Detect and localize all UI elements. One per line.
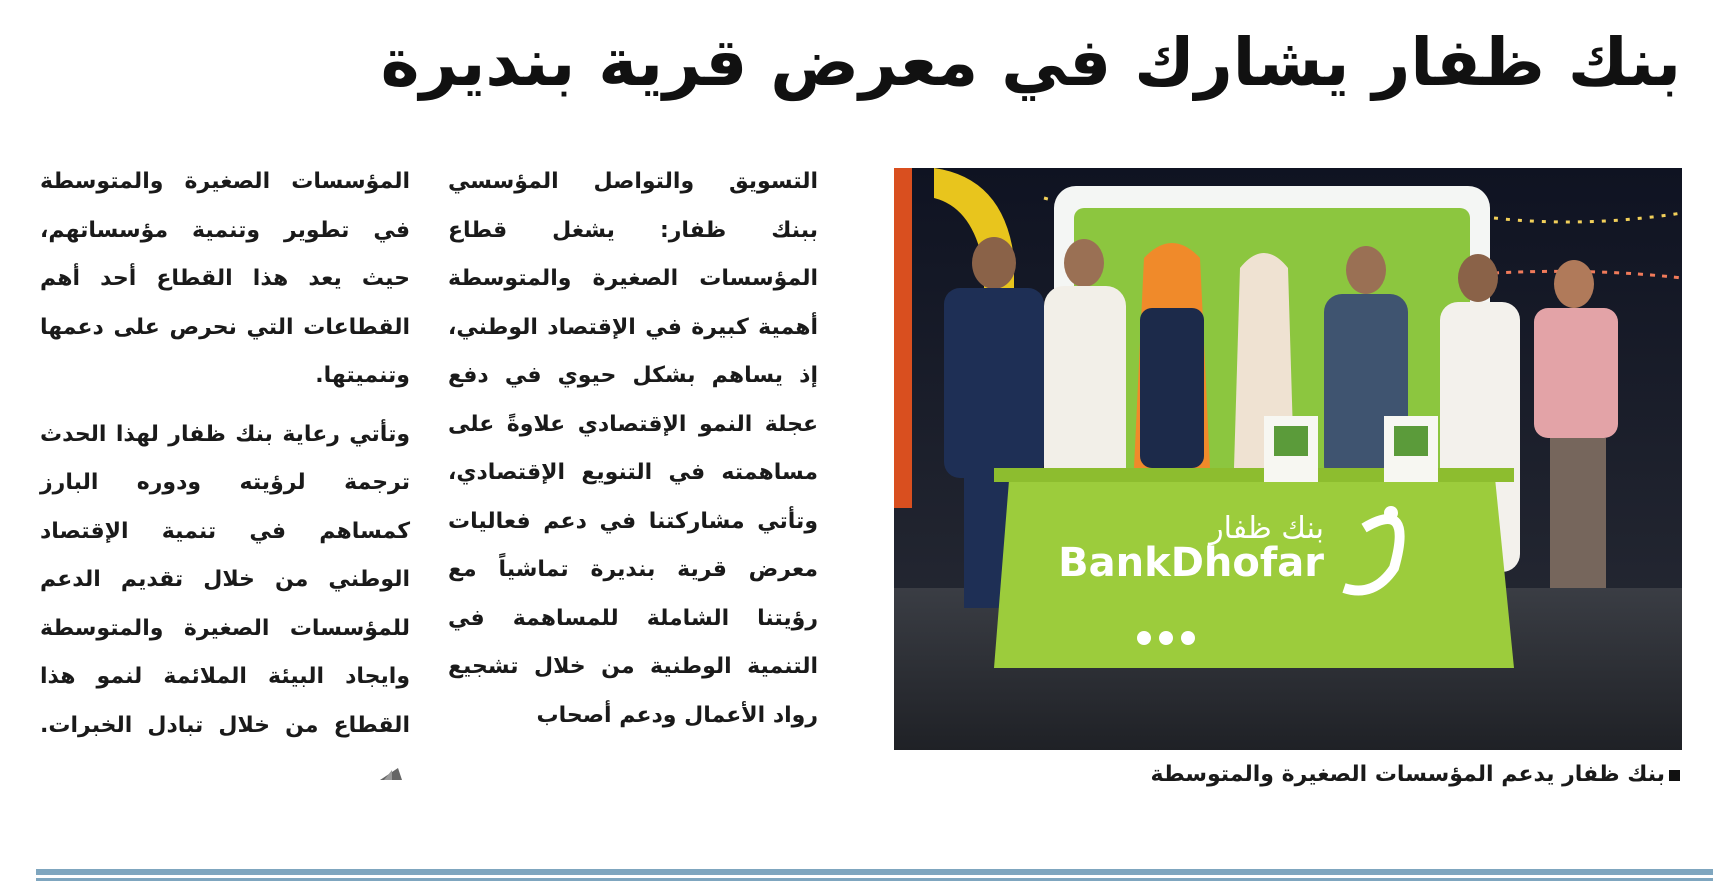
bottom-rule-thin [36, 878, 1713, 881]
bottom-rule [36, 869, 1713, 875]
event-photo [894, 168, 1682, 750]
article-paragraph-text: وتأتي رعاية بنك ظفار لهذا الحدث ترجمة لرؤيته ودوره البارز كمساهم في تنمية الإقتصاد الوطني من خلال تقديم الدعم للمؤسسات الصغيرة والمتوسطة وايجاد البيئة الملائمة لنمو هذا القطاع من خلال تبادل الخبرات. [40, 421, 410, 738]
article-column-middle [448, 158, 818, 798]
booth-scene [894, 168, 1682, 750]
booth-logo-arabic: بنك ظفار [1209, 511, 1324, 546]
booth-logo-latin: BankDhofar [1058, 540, 1324, 586]
photo-caption-text: بنك ظفار يدعم المؤسسات الصغيرة والمتوسطة [1150, 762, 1665, 787]
article-column-left [40, 158, 410, 798]
article-paragraph-last [40, 411, 410, 799]
headline: بنك ظفار يشارك في معرض قرية بنديرة [380, 24, 1681, 101]
caption-bullet-icon [1669, 770, 1680, 781]
photo-caption [894, 762, 1680, 787]
sail-end-mark-icon [378, 766, 404, 782]
article-paragraph: التسويق والتواصل المؤسسي ببنك ظفار: يشغل قطاع المؤسسات الصغيرة والمتوسطة أهمية كبيرة في الإقتصاد الوطني، إذ يساهم بشكل حيوي في دفع عجلة النمو الإقتصادي علاوةً على مساهمته في التنويع الإقتصادي، وتأتي مشاركتنا في دعم فعاليات معرض قرية بنديرة تماشياً مع رؤيتنا الشاملة للمساهمة في التنمية الوطنية من خلال تشجيع رواد الأعمال ودعم أصحاب [448, 169, 818, 728]
article-paragraph: المؤسسات الصغيرة والمتوسطة في تطوير وتنمية مؤسساتهم، حيث يعد هذا القطاع أحد أهم القطاعات التي نحرص على دعمها وتنميتها. [40, 169, 410, 388]
